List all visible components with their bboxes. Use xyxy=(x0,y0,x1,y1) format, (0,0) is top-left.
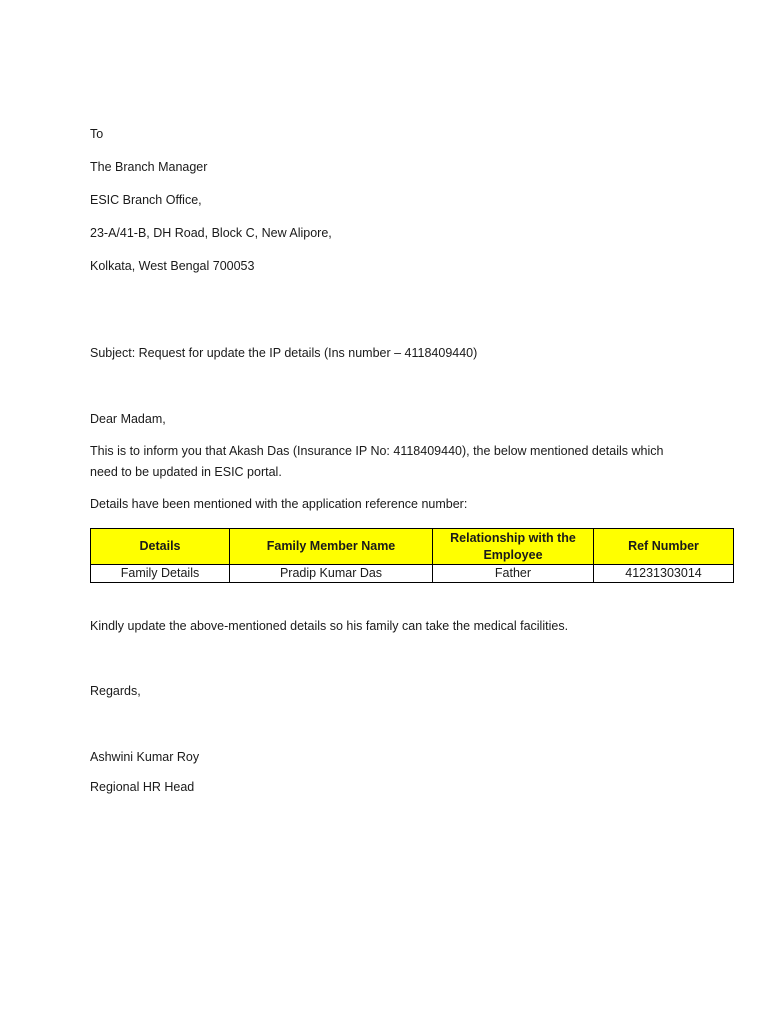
letter-subject: Subject: Request for update the IP details (Ins number – 4118409440) xyxy=(90,346,478,360)
body-table-lead: Details have been mentioned with the application reference number: xyxy=(90,497,468,511)
body-closing-request: Kindly update the above-mentioned details so his family can take the medical facilities. xyxy=(90,619,569,633)
table-header-family-member-name: Family Member Name xyxy=(230,529,433,565)
table-header-row xyxy=(91,529,734,565)
address-office: ESIC Branch Office, xyxy=(90,193,202,207)
signoff-name: Ashwini Kumar Roy xyxy=(90,750,200,764)
table-cell-family-member-name: Pradip Kumar Das xyxy=(230,565,433,583)
table-header-relationship: Relationship with the Employee xyxy=(433,529,594,565)
table-header-ref-number: Ref Number xyxy=(594,529,734,565)
table-row xyxy=(91,565,734,583)
body-intro: This is to inform you that Akash Das (Insurance IP No: 4118409440), the below mentioned details which need to be updated in ESIC portal. xyxy=(90,444,664,479)
address-city: Kolkata, West Bengal 700053 xyxy=(90,259,255,273)
table-cell-relationship: Father xyxy=(433,565,594,583)
signoff-regards: Regards, xyxy=(90,684,141,698)
table-cell-ref-number: 41231303014 xyxy=(594,565,734,583)
address-to: To xyxy=(90,127,104,141)
signoff-title: Regional HR Head xyxy=(90,780,195,794)
letter-salutation: Dear Madam, xyxy=(90,412,166,426)
address-street: 23-A/41-B, DH Road, Block C, New Alipore, xyxy=(90,226,332,240)
details-table xyxy=(90,528,734,583)
table-cell-details: Family Details xyxy=(91,565,230,583)
address-recipient: The Branch Manager xyxy=(90,160,208,174)
table-header-details: Details xyxy=(91,529,230,565)
